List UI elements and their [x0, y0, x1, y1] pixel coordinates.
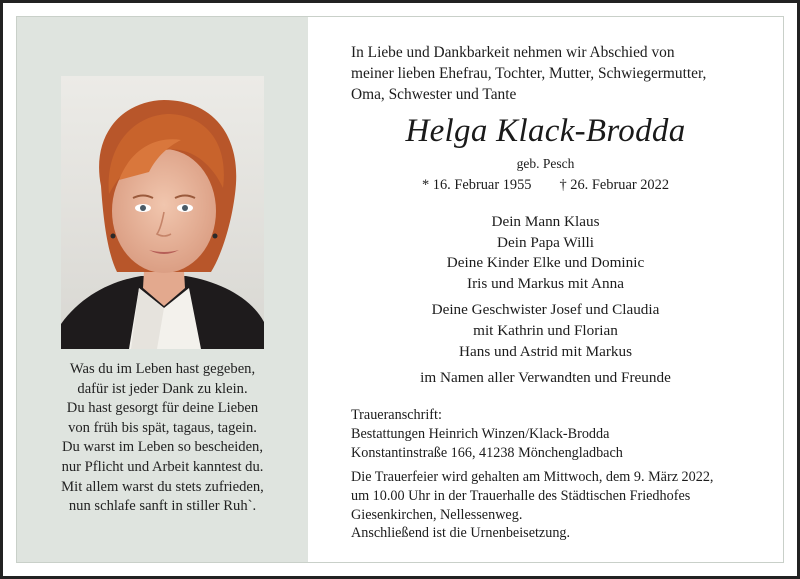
poem-line: nur Pflicht und Arbeit kanntest du. [61, 458, 264, 475]
death-date: † 26. Februar 2022 [559, 177, 670, 193]
left-panel [17, 17, 308, 562]
deceased-name: Helga Klack-Brodda [405, 113, 686, 149]
poem-line: Du hast gesorgt für deine Lieben [66, 400, 259, 417]
mourner-line: Dein Mann Klaus [491, 213, 600, 230]
poem-line: Du warst im Leben so bescheiden, [61, 439, 263, 456]
poem-line: dafür ist jeder Dank zu klein. [77, 380, 248, 397]
poem [17, 360, 308, 517]
intro-line: In Liebe und Dankbarkeit nehmen wir Abschied von [351, 44, 675, 61]
mourner-line: Hans und Astrid mit Markus [459, 342, 632, 360]
address-line: Konstantinstraße 166, 41238 Mönchengladbach [351, 444, 623, 461]
birth-name: geb. Pesch [516, 156, 575, 171]
ceremony-info [351, 468, 713, 543]
ceremony-line: Giesenkirchen, Nellessenweg. [351, 506, 523, 523]
address-line: Traueranschrift: [351, 407, 442, 423]
announcement [308, 17, 783, 562]
intro-text [351, 42, 706, 105]
closing-group [308, 368, 783, 389]
birth-date: * 16. Februar 1955 [421, 177, 532, 193]
portrait-photo [61, 76, 264, 349]
family-group [308, 212, 783, 294]
life-dates [308, 177, 783, 194]
ceremony-line: um 10.00 Uhr in der Trauerhalle des Städtischen Friedhofes [351, 487, 691, 504]
mourner-line: Iris und Markus mit Anna [467, 274, 624, 292]
mourner-line: mit Kathrin und Florian [473, 321, 618, 339]
ceremony-line: Anschließend ist die Urnenbeisetzung. [351, 525, 571, 542]
address-line: Bestattungen Heinrich Winzen/Klack-Brodda [351, 425, 610, 442]
poem-line: Was du im Leben hast gegeben, [69, 361, 256, 377]
ceremony-line: Die Trauerfeier wird gehalten am Mittwoch, dem 9. März 2022, [351, 469, 714, 485]
mourner-line: Deine Geschwister Josef und Claudia [431, 301, 660, 319]
closing-line: im Namen aller Verwandten und Freunde [420, 369, 671, 387]
mourning-address [351, 406, 623, 462]
poem-line: nun schlafe sanft in stiller Ruh`. [68, 498, 257, 515]
poem-line: von früh bis spät, tagaus, tagein. [68, 419, 257, 436]
siblings-group [308, 300, 783, 362]
intro-line: Oma, Schwester und Tante [351, 86, 517, 103]
poem-line: Mit allem warst du stets zufrieden, [61, 478, 264, 495]
intro-line: meiner lieben Ehefrau, Tochter, Mutter, Schwiegermutter, [351, 65, 707, 82]
mourner-line: Deine Kinder Elke und Dominic [446, 254, 645, 272]
mourner-line: Dein Papa Willi [497, 233, 594, 251]
mourners [308, 212, 783, 395]
